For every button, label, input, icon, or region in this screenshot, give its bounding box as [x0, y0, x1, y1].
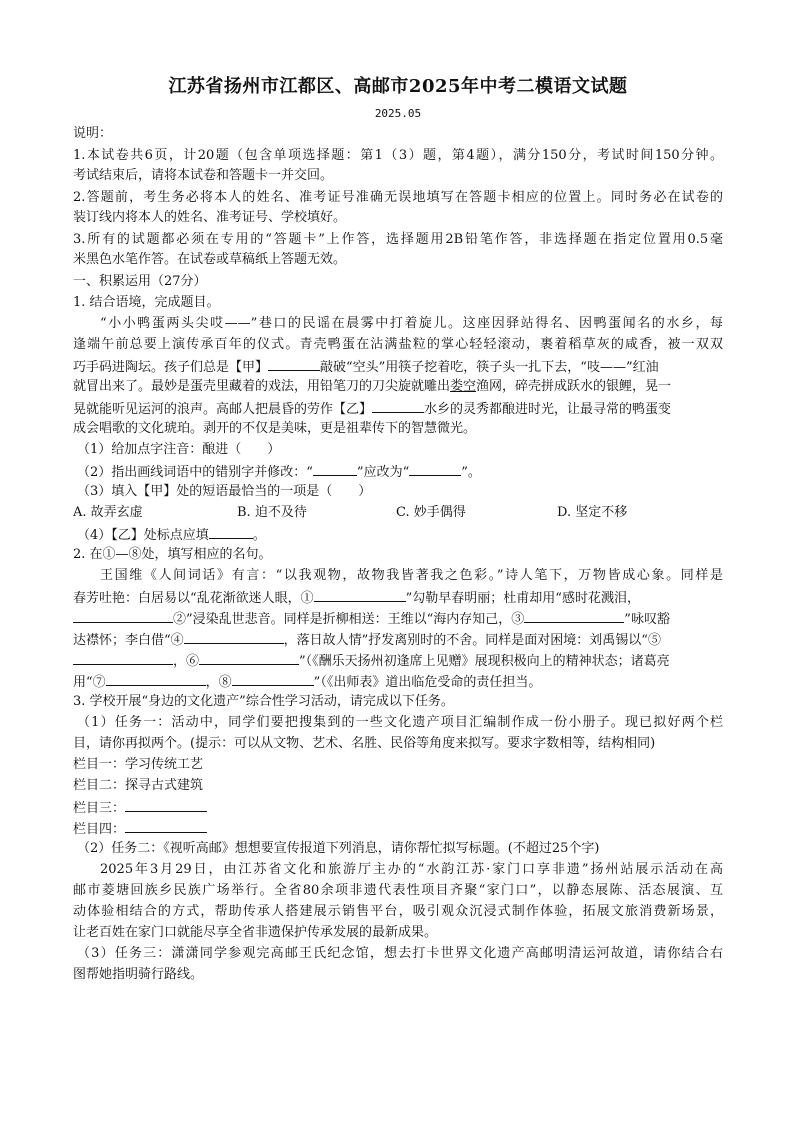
blank-verse-4[interactable] — [184, 629, 284, 644]
note-2-line-1: 2.答题前，考生务必将本人的姓名、准考证号准确无误地填写在答题卡相应的位置上。同时务必在试卷的 — [73, 190, 723, 205]
news-line-2: 邮市菱塘回族乡民族广场举行。全省80余项非遗代表性项目齐聚“家门口”，以静态展陈、活态展演、互 — [73, 883, 723, 898]
q1-passage-line-1: “小小鸭蛋两头尖哎——”巷口的民谣在晨雾中打着旋儿。这座因驿站得名、因鸭蛋闻名的水乡，每 — [100, 316, 723, 331]
blank-punctuation[interactable] — [209, 524, 253, 539]
q1-sub-2: （2）指出画线词语中的错别字并修改：“ ”应改为“ ”。 — [77, 461, 723, 481]
blank-verse-1[interactable] — [314, 587, 406, 602]
column-1: 栏目一：学习传统工艺 — [73, 757, 204, 772]
news-line-4: 让老百姓在家门口就能尽享全省非遗保护传承发展的最新成果。 — [73, 925, 438, 940]
q3-task-1-line-1: （1）任务一：活动中，同学们要把搜集到的一些文化遗产项目汇编制作成一份小册子。现已拟好两个栏 — [77, 715, 723, 730]
q3-task-2: （2）任务二：《视听高邮》想想要宣传报道下列消息，请你帮忙拟写标题。(不超过25个字) — [77, 841, 600, 856]
q1-passage-line-3: 巧手码进陶坛。孩子们总是【甲】 敲破“空头”用筷子挖着吃，筷子头一扎下去，“吱——”红油 — [73, 356, 723, 376]
blank-verse-6[interactable] — [199, 650, 299, 665]
note-1-line-1: 1.本试卷共6页，计20题（包含单项选择题：第1（3）题，第4题），满分150分，考试时间150分钟。 — [73, 148, 723, 163]
q1-passage-line-5: 晃就能听见运河的浪声。高邮人把晨昏的劳作【乙】 水乡的灵秀都酿进时光，让最寻常的鸭蛋变 — [73, 398, 723, 418]
note-1-line-2: 考试结束后，请将本试卷和答题卡一并交回。 — [73, 168, 334, 183]
q2-line-3: ②”浸染乱世悲音。同样是折柳相送：王维以“海内存知己，③ ”咏叹豁 — [73, 608, 723, 628]
blank-correct-char[interactable] — [409, 461, 461, 476]
blank-verse-8[interactable] — [232, 671, 314, 686]
q1-sub-3: （3）填入【甲】处的短语最恰当的一项是（ ） — [77, 484, 372, 499]
notes-label: 说明： — [73, 126, 113, 141]
q2-line-4: 达襟怀；李白借“④ ，落日故人情”抒发离别时的不舍。同样是面对困境：刘禹锡以“⑤ — [73, 629, 723, 649]
option-d[interactable]: D. 坚定不移 — [557, 505, 628, 520]
page-title: 江苏省扬州市江都区、高邮市2025年中考二模语文试题 — [168, 76, 628, 97]
q2-line-1: 王国维《人间词话》有言：“以我观物，故物我皆著我之色彩。”诗人笔下，万物皆成心象。同样是 — [100, 568, 723, 583]
question-1-stem: 1. 结合语境，完成题目。 — [73, 295, 220, 310]
q1-options — [73, 503, 723, 523]
q3-task-3-line-1: （3）任务三：潇潇同学参观完高邮王氏纪念馆，想去打卡世界文化遗产高邮明清运河故道，请你结合右 — [77, 946, 723, 961]
blank-verse-2[interactable] — [73, 608, 173, 623]
blank-jia[interactable] — [268, 356, 320, 371]
option-c[interactable]: C. 妙手偶得 — [396, 505, 466, 520]
blank-verse-7[interactable] — [106, 671, 206, 686]
q2-line-5: ，⑥ ”（《酬乐天扬州初逢席上见赠》展现积极向上的精神状态；诸葛亮 — [73, 650, 723, 670]
question-3-stem: 3. 学校开展“身边的文化遗产”综合性学习活动，请完成以下任务。 — [73, 694, 454, 709]
note-3-line-1: 3.所有的试题都必须在专用的“答题卡”上作答，选择题用2B铅笔作答，非选择题在指定位置用0.5毫 — [73, 232, 723, 247]
q1-passage-line-2: 逢端午前总要上演传承百年的仪式。青壳鸭蛋在沾满盐粒的掌心轻轻滚动，裹着稻草灰的咸香，被一双双 — [73, 337, 723, 352]
column-3: 栏目三： — [73, 797, 723, 817]
section-heading: 一、积累运用（27分） — [73, 274, 207, 289]
option-a[interactable]: A. 故弄玄虚 — [73, 505, 143, 520]
column-4: 栏目四： — [73, 818, 723, 838]
exam-date: 2025.05 — [374, 107, 422, 120]
q2-line-2: 春芳吐艳：白居易以“乱花渐欲迷人眼，① ”勾勒早春明丽；杜甫却用“感时花溅泪， — [73, 587, 723, 607]
option-b[interactable]: B. 迫不及待 — [237, 505, 307, 520]
q1-sub-4: （4）【乙】处标点应填 。 — [77, 524, 723, 544]
blank-column-3[interactable] — [125, 797, 207, 812]
news-line-1: 2025年3月29日，由江苏省文化和旅游厅主办的“水韵江苏·家门口享非遗”扬州站展示活动在高 — [100, 862, 723, 877]
column-2: 栏目二：探寻古式建筑 — [73, 778, 204, 793]
question-2-stem: 2. 在①—⑧处，填写相应的名句。 — [73, 547, 272, 562]
note-2-line-2: 装订线内将本人的姓名、准考证号、学校填好。 — [73, 210, 347, 225]
q3-task-3-line-2: 图帮她指明骑行路线。 — [73, 967, 204, 982]
note-3-line-2: 米黑色水笔作答。在试卷或草稿纸上答题无效。 — [73, 252, 347, 267]
blank-verse-5[interactable] — [73, 650, 173, 665]
blank-column-4[interactable] — [125, 818, 207, 833]
q1-sub-1: （1）给加点字注音：酿进（ ） — [77, 442, 281, 457]
blank-verse-3[interactable] — [524, 608, 624, 623]
q3-task-1-line-2: 目，请你再拟两个。(提示：可以从文物、艺术、名胜、民俗等角度来拟写。要求字数相等，结构相同) — [73, 736, 656, 751]
news-line-3: 动体验相结合的方式，帮助传承人搭建展示销售平台，吸引观众沉浸式制作体验，拓展文旅消费新场景， — [73, 904, 723, 919]
blank-wrong-char[interactable] — [313, 461, 357, 476]
blank-yi[interactable] — [372, 398, 424, 413]
q1-passage-line-6: 成会唱歌的文化琥珀。剥开的不仅是美味，更是祖辈传下的智慧微光。 — [73, 421, 477, 436]
q2-line-6: 用“⑦ ，⑧ ”（《出师表》道出临危受命的责任担当。 — [73, 671, 723, 691]
q1-passage-line-4: 就冒出来了。最妙是蛋壳里藏着的戏法，用铅笔刀的刀尖旋就雕出娄空渔网，碎壳拼成跃水的银鲤，晃一 — [73, 379, 672, 394]
underlined-word: 娄空 — [450, 379, 477, 394]
